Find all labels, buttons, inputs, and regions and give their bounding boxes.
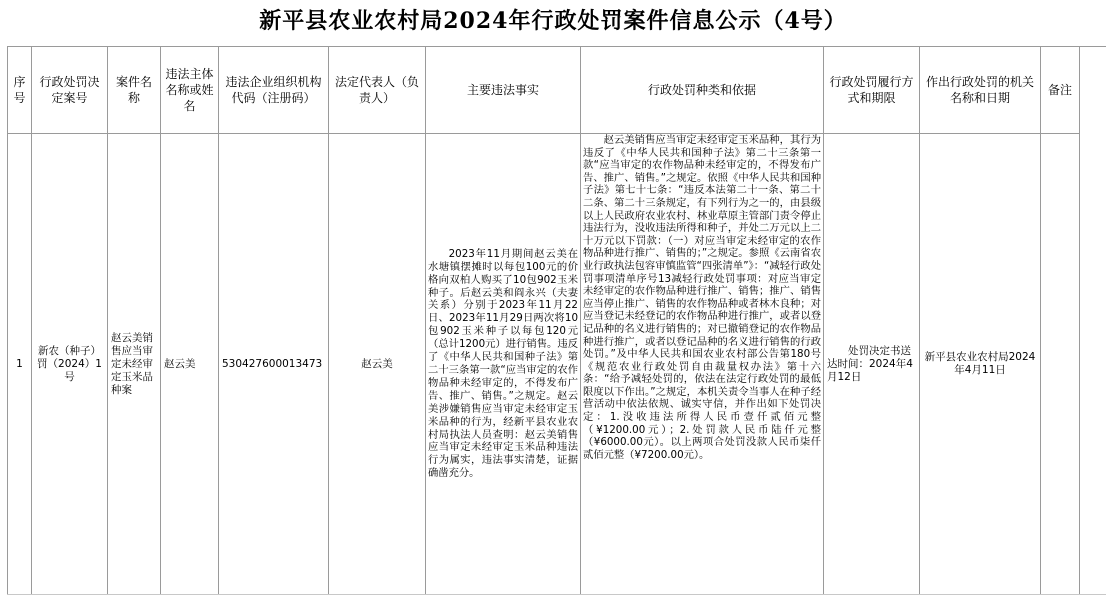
- cell-seq: 1: [8, 134, 32, 595]
- header-seq: 序号: [8, 47, 32, 134]
- cell-organ-date: 新平县农业农村局2024年4月11日: [920, 134, 1041, 595]
- header-organ-date: 作出行政处罚的机关名称和日期: [920, 47, 1041, 134]
- method-text: 处罚决定书送达时间：2024年4月12日: [827, 344, 913, 383]
- header-representative: 法定代表人（负责人）: [329, 47, 426, 134]
- header-org-code: 违法企业组织机构代码（注册码）: [219, 47, 329, 134]
- table-header-row: [8, 47, 1080, 134]
- header-remark: 备注: [1041, 47, 1080, 134]
- table-row: [8, 134, 1080, 595]
- spreadsheet-gridline: [1079, 46, 1106, 595]
- header-subject: 违法主体名称或姓名: [161, 47, 219, 134]
- cell-facts: [426, 134, 581, 595]
- header-decision-no: 行政处罚决定案号: [32, 47, 108, 134]
- cell-case-name: 赵云美销售应当审定未经审定玉米品种案: [108, 134, 161, 595]
- spreadsheet-bottom-gridline: [7, 594, 1106, 595]
- page-title: 新平县农业农村局2024年行政处罚案件信息公示（4号）: [259, 8, 847, 34]
- header-facts: 主要违法事实: [426, 47, 581, 134]
- facts-text: 2023年11月期间赵云美在水塘镇摆摊时以每包100元的价格向双柏人购买了10包902玉米种子。后赵云美和阎永兴（夫妻关系）分别于2023年11月22日、2023年11月29日两次将10包902玉米种子以每包120元（总计1200元）进行销售。违反了《中华人民共和国种子法》第二十三条第一款“应当审定的农作物品种未经审定的，不得发布广告、推广、销售。”之规定。赵云美涉嫌销售应当审定未经审定玉米品种的行为，经新平县农业农村局执法人员查明：赵云美销售应当审定未经审定玉米品种违法行为属实，违法事实清楚，证据确凿充分。: [428, 247, 578, 480]
- cell-penalty-basis: [581, 134, 824, 595]
- cell-remark: [1041, 134, 1080, 595]
- header-penalty-basis: 行政处罚种类和依据: [581, 47, 824, 134]
- cell-representative: 赵云美: [329, 134, 426, 595]
- header-case-name: 案件名称: [108, 47, 161, 134]
- cell-decision-no: 新农（种子）罚（2024）1号: [32, 134, 108, 595]
- penalty-info-table: [7, 46, 1080, 595]
- cell-subject: 赵云美: [161, 134, 219, 595]
- header-method-deadline: 行政处罚履行方式和期限: [824, 47, 920, 134]
- penalty-text: 赵云美销售应当审定未经审定玉米品种，其行为违反了《中华人民共和国种子法》第二十三条第一款“应当审定的农作物品种未经审定的，不得发布广告、推广、销售。”之规定。依照《中华人民共和国种子法》第七十七条：“违反本法第二十一条、第二十二条、第二十三条规定，有下列行为之一的，由县级以上人民政府农业农村、林业草原主管部门责令停止违法行为，没收违法所得和种子，并处二万元以上二十万元以下罚款：（一）对应当审定未经审定的农作物品种进行推广、销售的；”之规定。参照《云南省农业行政执法包容审慎监管“四张清单”》：“减轻行政处罚事项清单序号13减轻行政处罚事项：对应当审定未经审定的农作物品种进行推广、销售；推广、销售应当停止推广、销售的农作物品种或者林木良种；对应当登记未经登记的农作物品种进行推广，或者以登记品种的名义进行销售的；对已撤销登记的农作物品种进行推广，或者以登记品种的名义进行销售的行政处罚。”及中华人民共和国农业农村部公告第180号《规范农业行政处罚自由裁量权办法》第十六条：“给予减轻处罚的，依法在法定行政处罚的最低限度以下作出。”之规定，本机关责令当事人在种子经营活动中依法依规、诚实守信，并作出如下处罚决定：1.没收违法所得人民币壹仟贰佰元整（¥1200.00元）；2.处罚款人民币陆仟元整（¥6000.00元）。以上两项合处罚没款人民币柒仟贰佰元整（¥7200.00元）。: [583, 134, 821, 461]
- cell-org-code: 530427600013473: [219, 134, 329, 595]
- cell-method-deadline: [824, 134, 920, 595]
